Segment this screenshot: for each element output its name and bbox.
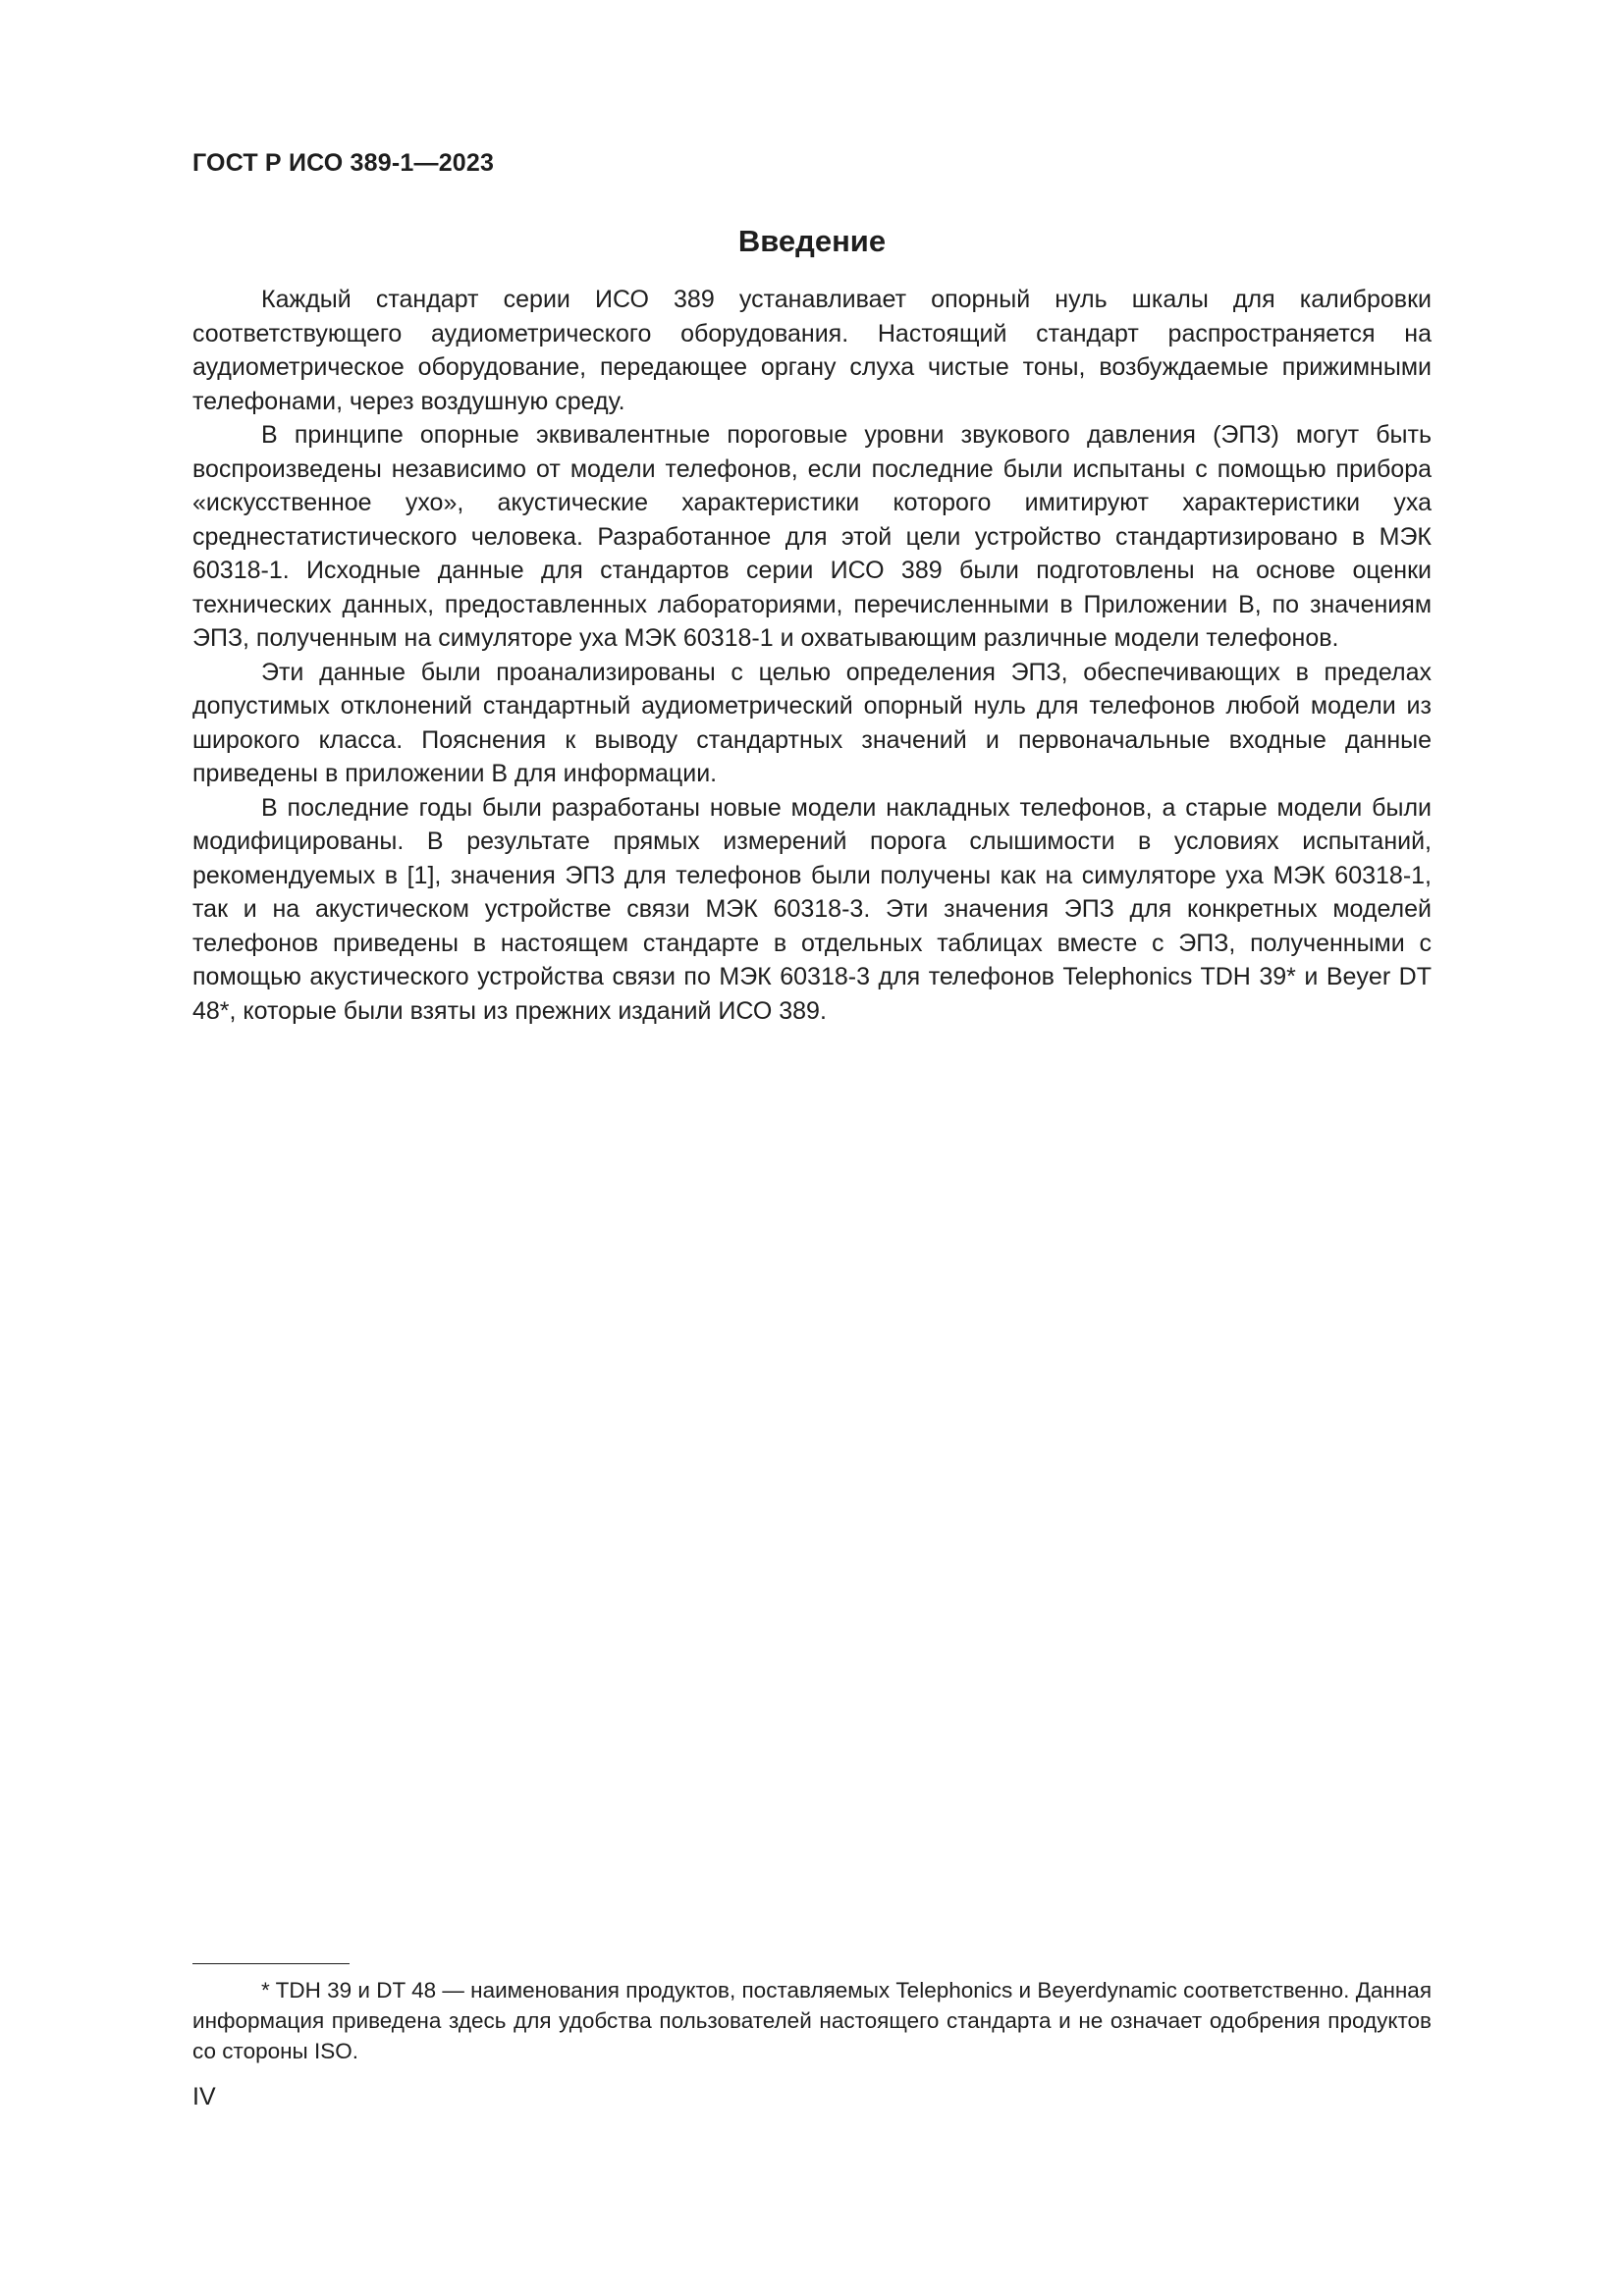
introduction-body — [192, 283, 1432, 1028]
section-title: Введение — [737, 224, 887, 258]
document-code: ГОСТ Р ИСО 389-1—2023 — [192, 149, 495, 177]
footnote: * TDH 39 и DT 48 — наименования продуктов, поставляемых Telephonics и Beyerdynamic соответственно. Данная информация приведена здесь для удобства пользователей настоящего стандарта и не означает одобрения продуктов со стороны ISO. — [192, 1978, 1432, 2063]
paragraph-2: В принципе опорные эквивалентные пороговые уровни звукового давления (ЭПЗ) могут быть воспроизведены независимо от модели телефонов, если последние были испытаны с помощью прибора «искусственное ухо», акустические характеристики которого имитируют характеристики уха среднестатистического человека. Разработанное для этой цели устройство стандартизировано в МЭК 60318-1. Исходные данные для стандартов серии ИСО 389 были подготовлены на основе оценки технических данных, предоставленных лабораториями, перечисленными в Приложении В, по значениям ЭПЗ, полученным на симуляторе уха МЭК 60318-1 и охватывающим различные модели телефонов. — [192, 421, 1432, 652]
footnote-separator — [192, 1963, 350, 1964]
paragraph-4: В последние годы были разработаны новые модели накладных телефонов, а старые модели были модифицированы. В результате прямых измерений порога слышимости в условиях испытаний, рекомендуемых в [1], значения ЭПЗ для телефонов были получены как на симуляторе уха МЭК 60318-1, так и на акустическом устройстве связи МЭК 60318-3. Эти значения ЭПЗ для конкретных моделей телефонов приведены в настоящем стандарте в отдельных таблицах вместе с ЭПЗ, полученными с помощью акустического устройства связи по МЭК 60318-3 для телефонов Telephonics TDH 39* и Beyer DT 48*, которые были взяты из прежних изданий ИСО 389. — [192, 793, 1432, 1025]
paragraph-3: Эти данные были проанализированы с целью определения ЭПЗ, обеспечивающих в пределах допустимых отклонений стандартный аудиометрический опорный нуль для телефонов любой модели из широкого класса. Пояснения к выводу стандартных значений и первоначальные входные данные приведены в приложении В для информации. — [192, 658, 1432, 787]
paragraph-1: Каждый стандарт серии ИСО 389 устанавливает опорный нуль шкалы для калибровки соответствующего аудиометрического оборудования. Настоящий стандарт распространяется на аудиометрическое оборудование, передающее органу слуха чистые тоны, возбуждаемые прижимными телефонами, через воздушную среду. — [192, 286, 1432, 415]
page-number: IV — [192, 2083, 216, 2110]
